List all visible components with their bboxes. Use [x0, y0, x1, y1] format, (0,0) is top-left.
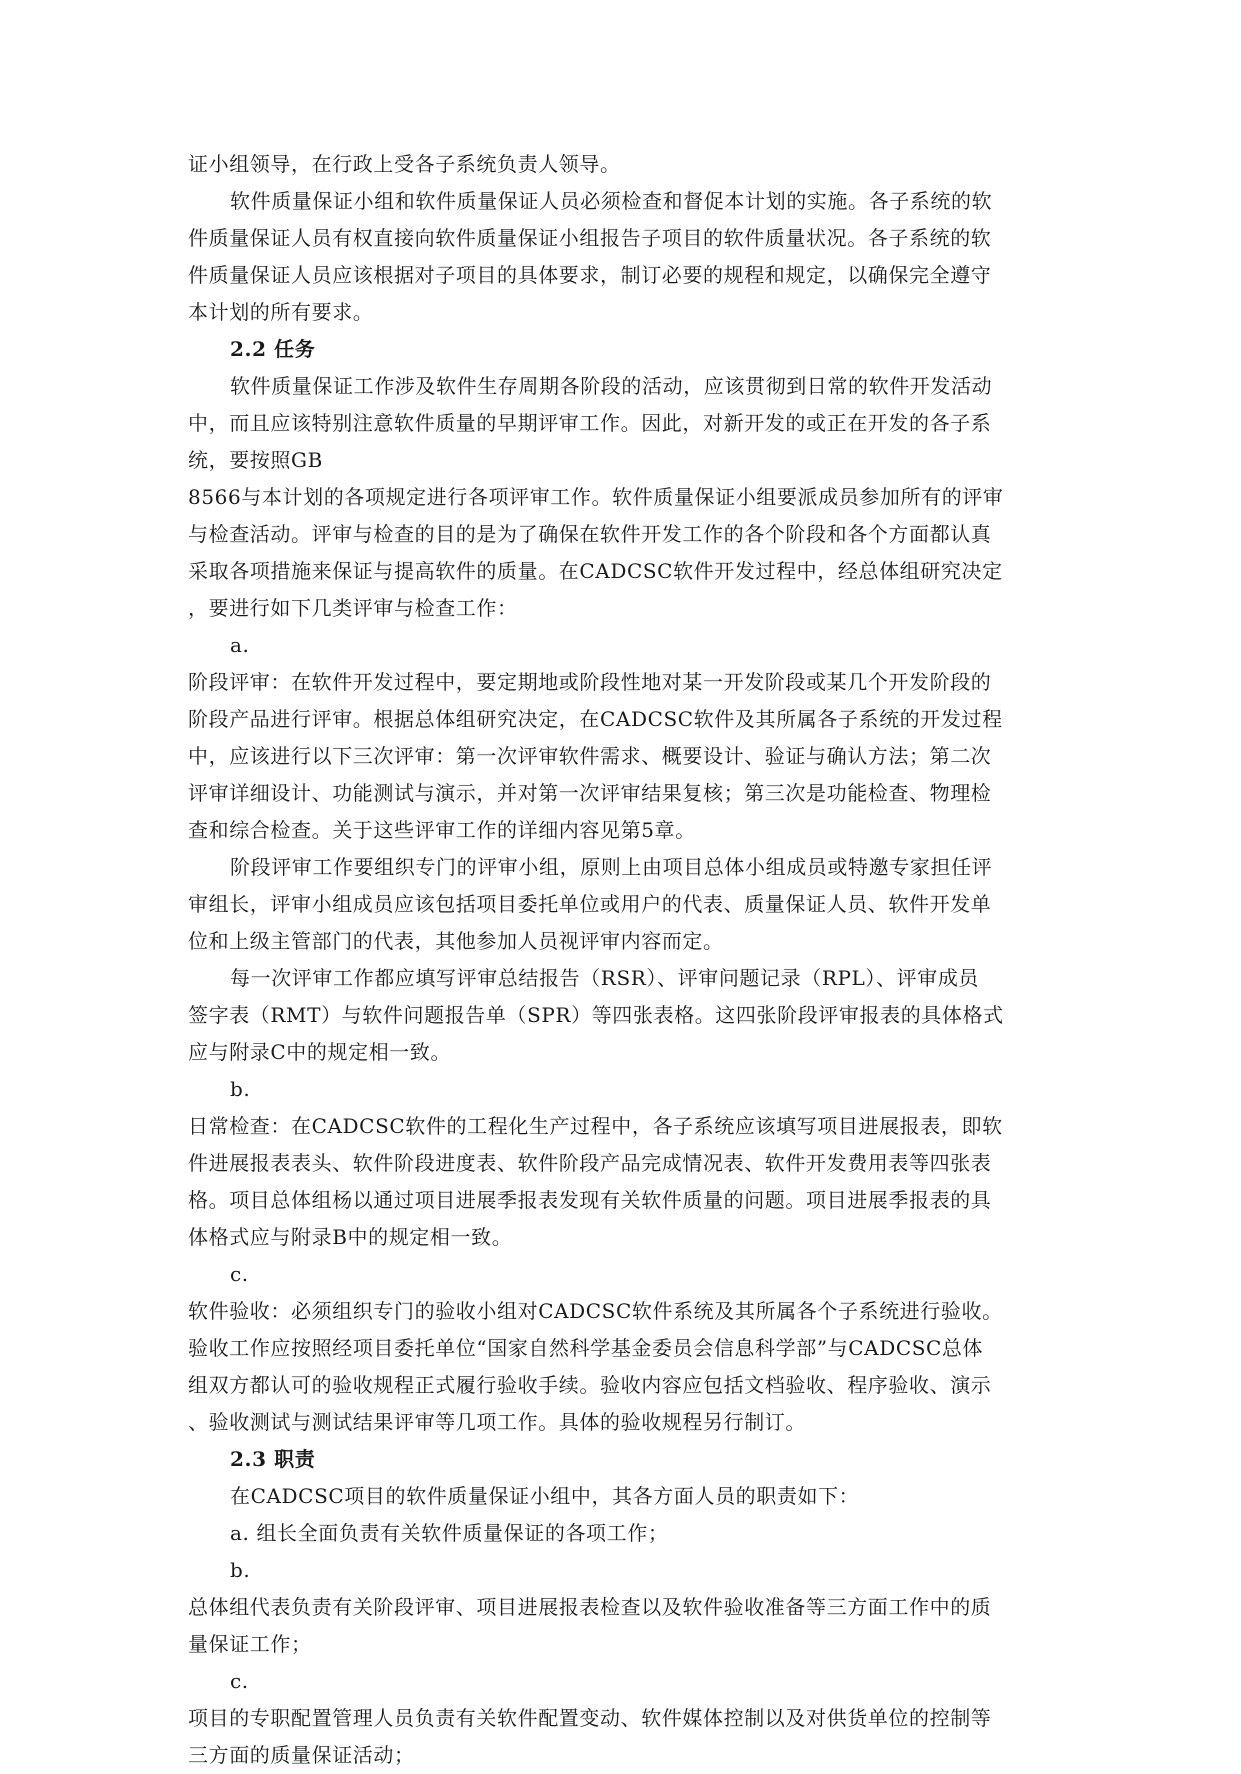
- text-line: 评审详细设计、功能测试与演示，并对第一次评审结果复核；第三次是功能检查、物理检: [188, 781, 992, 805]
- text-line: 件质量保证人员有权直接向软件质量保证小组报告子项目的软件质量状况。各子系统的软: [188, 226, 992, 250]
- text-line: 三方面的质量保证活动；: [188, 1743, 415, 1767]
- text-line: 证小组领导，在行政上受各子系统负责人领导。: [188, 152, 621, 176]
- text-line: 签字表（RMT）与软件问题报告单（SPR）等四张表格。这四张阶段评审报表的具体格式: [188, 1003, 1004, 1027]
- text-line: 组双方都认可的验收规程正式履行验收手续。验收内容应包括文档验收、程序验收、演示: [188, 1373, 992, 1397]
- text-line: 采取各项措施来保证与提高软件的质量。在CADCSC软件开发过程中，经总体组研究决定: [188, 559, 1003, 583]
- paragraph-line: 每一次评审工作都应填写评审总结报告（RSR）、评审问题记录（RPL）、评审成员: [230, 966, 980, 990]
- list-marker: b.: [230, 1077, 251, 1101]
- text-line: ，要进行如下几类评审与检查工作：: [188, 596, 518, 620]
- paragraph-line: 阶段评审工作要组织专门的评审小组，原则上由项目总体小组成员或特邀专家担任评: [230, 855, 993, 879]
- text-line: 体格式应与附录B中的规定相一致。: [188, 1225, 513, 1249]
- list-marker: c.: [230, 1262, 249, 1286]
- list-item: a. 组长全面负责有关软件质量保证的各项工作；: [230, 1521, 669, 1545]
- text-line: 总体组代表负责有关阶段评审、项目进展报表检查以及软件验收准备等三方面工作中的质: [188, 1595, 992, 1619]
- list-marker: c.: [230, 1669, 249, 1693]
- text-line: 查和综合检查。关于这些评审工作的详细内容见第5章。: [188, 818, 696, 842]
- text-line: 本计划的所有要求。: [188, 300, 374, 324]
- list-marker: b.: [230, 1558, 251, 1582]
- document-page: [188, 146, 1056, 1774]
- text-line: 阶段产品进行评审。根据总体组研究决定，在CADCSC软件及其所属各子系统的开发过程: [188, 707, 1003, 731]
- text-line: 格。项目总体组杨以通过项目进展季报表发现有关软件质量的问题。项目进展季报表的具: [188, 1188, 992, 1212]
- text-line: 验收工作应按照经项目委托单位“国家自然科学基金委员会信息科学部”与CADCSC总体: [188, 1336, 984, 1360]
- text-line: 日常检查：在CADCSC软件的工程化生产过程中，各子系统应该填写项目进展报表，即软: [188, 1114, 1003, 1138]
- text-line: 量保证工作；: [188, 1632, 312, 1656]
- text-line: 项目的专职配置管理人员负责有关软件配置变动、软件媒体控制以及对供货单位的控制等: [188, 1706, 992, 1730]
- text-line: 与检查活动。评审与检查的目的是为了确保在软件开发工作的各个阶段和各个方面都认真: [188, 522, 992, 546]
- text-line: 软件验收：必须组织专门的验收小组对CADCSC软件系统及其所属各个子系统进行验收。: [188, 1299, 1003, 1323]
- text-line: 、验收测试与测试结果评审等几项工作。具体的验收规程另行制订。: [188, 1410, 806, 1434]
- text-line: 件进展报表表头、软件阶段进度表、软件阶段产品完成情况表、软件开发费用表等四张表: [188, 1151, 992, 1175]
- paragraph-line: 软件质量保证小组和软件质量保证人员必须检查和督促本计划的实施。各子系统的软: [230, 189, 993, 213]
- text-line: 应与附录C中的规定相一致。: [188, 1040, 452, 1064]
- paragraph-line: 软件质量保证工作涉及软件生存周期各阶段的活动，应该贯彻到日常的软件开发活动: [230, 374, 993, 398]
- section-heading: 2.3 职责: [230, 1447, 316, 1471]
- paragraph-line: 在CADCSC项目的软件质量保证小组中，其各方面人员的职责如下：: [230, 1484, 860, 1508]
- text-line: 阶段评审：在软件开发过程中，要定期地或阶段性地对某一开发阶段或某几个开发阶段的: [188, 670, 992, 694]
- text-line: 审组长，评审小组成员应该包括项目委托单位或用户的代表、质量保证人员、软件开发单: [188, 892, 992, 916]
- text-line: 中，而且应该特别注意软件质量的早期评审工作。因此，对新开发的或正在开发的各子系: [188, 411, 992, 435]
- text-line: 统，要按照GB: [188, 448, 323, 472]
- text-line: 中，应该进行以下三次评审：第一次评审软件需求、概要设计、验证与确认方法；第二次: [188, 744, 992, 768]
- list-marker: a.: [230, 633, 250, 657]
- text-line: 8566与本计划的各项规定进行各项评审工作。软件质量保证小组要派成员参加所有的评审: [188, 485, 1004, 509]
- text-line: 位和上级主管部门的代表，其他参加人员视评审内容而定。: [188, 929, 724, 953]
- section-heading: 2.2 任务: [230, 337, 316, 361]
- text-line: 件质量保证人员应该根据对子项目的具体要求，制订必要的规程和规定，以确保完全遵守: [188, 263, 992, 287]
